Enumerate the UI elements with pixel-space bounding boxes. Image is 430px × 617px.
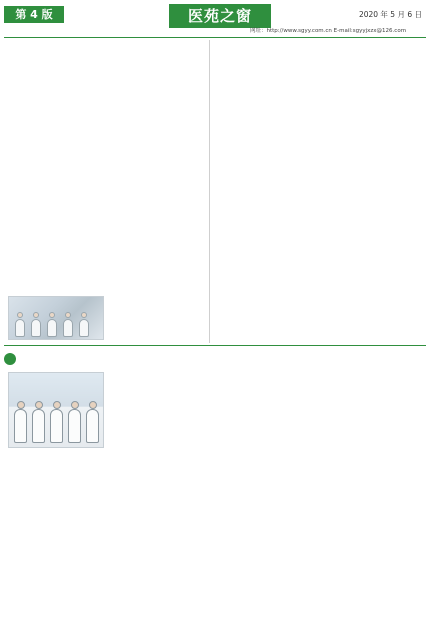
- photo-figure: [14, 409, 27, 443]
- column-title: 医苑之窗: [187, 7, 252, 25]
- issue-date: 2020 年 5 月 6 日: [358, 10, 422, 19]
- photo-figure-head: [53, 401, 61, 409]
- photo-figure-head: [89, 401, 97, 409]
- photo-figure-head: [49, 312, 55, 318]
- photo-figure: [15, 319, 25, 337]
- photo-figure-head: [81, 312, 87, 318]
- photo-figure: [86, 409, 99, 443]
- photo-figure-head: [71, 401, 79, 409]
- entry-date-1: [10, 452, 100, 460]
- left-article-body-col-1: [8, 60, 103, 294]
- bottom-article-col-2: [109, 372, 207, 612]
- left-article-author: [116, 327, 204, 335]
- photo-figure-head: [35, 401, 43, 409]
- photo-figure-head: [65, 312, 71, 318]
- right-poem-author: [340, 328, 426, 336]
- right-poem-headline: [214, 41, 426, 57]
- header-rule: [4, 37, 426, 38]
- medical-staff-photo: [8, 372, 104, 448]
- bottom-article-col-3: [212, 372, 310, 612]
- photo-figure: [79, 319, 89, 337]
- banner-emblem-icon: [4, 353, 16, 365]
- bottom-headline: [22, 350, 202, 368]
- team-photo: [8, 296, 104, 340]
- photo-figure: [68, 409, 81, 443]
- entry-date-2: [318, 452, 358, 460]
- column-divider: [209, 40, 210, 343]
- right-poem-col-2: [322, 60, 426, 322]
- entry-date-3: [213, 552, 253, 560]
- photo-figure: [31, 319, 41, 337]
- photo-figure: [47, 319, 57, 337]
- bottom-article-col-5: [316, 462, 426, 602]
- left-article-body-col-3: [108, 300, 204, 325]
- photo-figure-head: [17, 312, 23, 318]
- column-title-box: [169, 4, 271, 28]
- photo-figure-head: [33, 312, 39, 318]
- page-number: 第 4 版: [4, 6, 64, 23]
- left-article-body-col-2: [108, 60, 204, 300]
- section-divider: [4, 345, 426, 346]
- photo-figure-head: [17, 401, 25, 409]
- bottom-article-col-4: [316, 372, 426, 450]
- masthead-subrow: [4, 26, 426, 36]
- bottom-article-author: [340, 604, 426, 612]
- left-article-headline: [8, 41, 204, 57]
- contact-info: 网址：http://www.sgyy.com.cn E-mail:sgyyjxzx@126.com: [250, 28, 407, 34]
- bottom-article-col-1: [8, 462, 104, 612]
- masthead: [4, 4, 426, 24]
- photo-figure: [63, 319, 73, 337]
- right-poem-col-1: [214, 60, 317, 334]
- photo-figure: [32, 409, 45, 443]
- bottom-banner: [4, 349, 426, 369]
- photo-figure: [50, 409, 63, 443]
